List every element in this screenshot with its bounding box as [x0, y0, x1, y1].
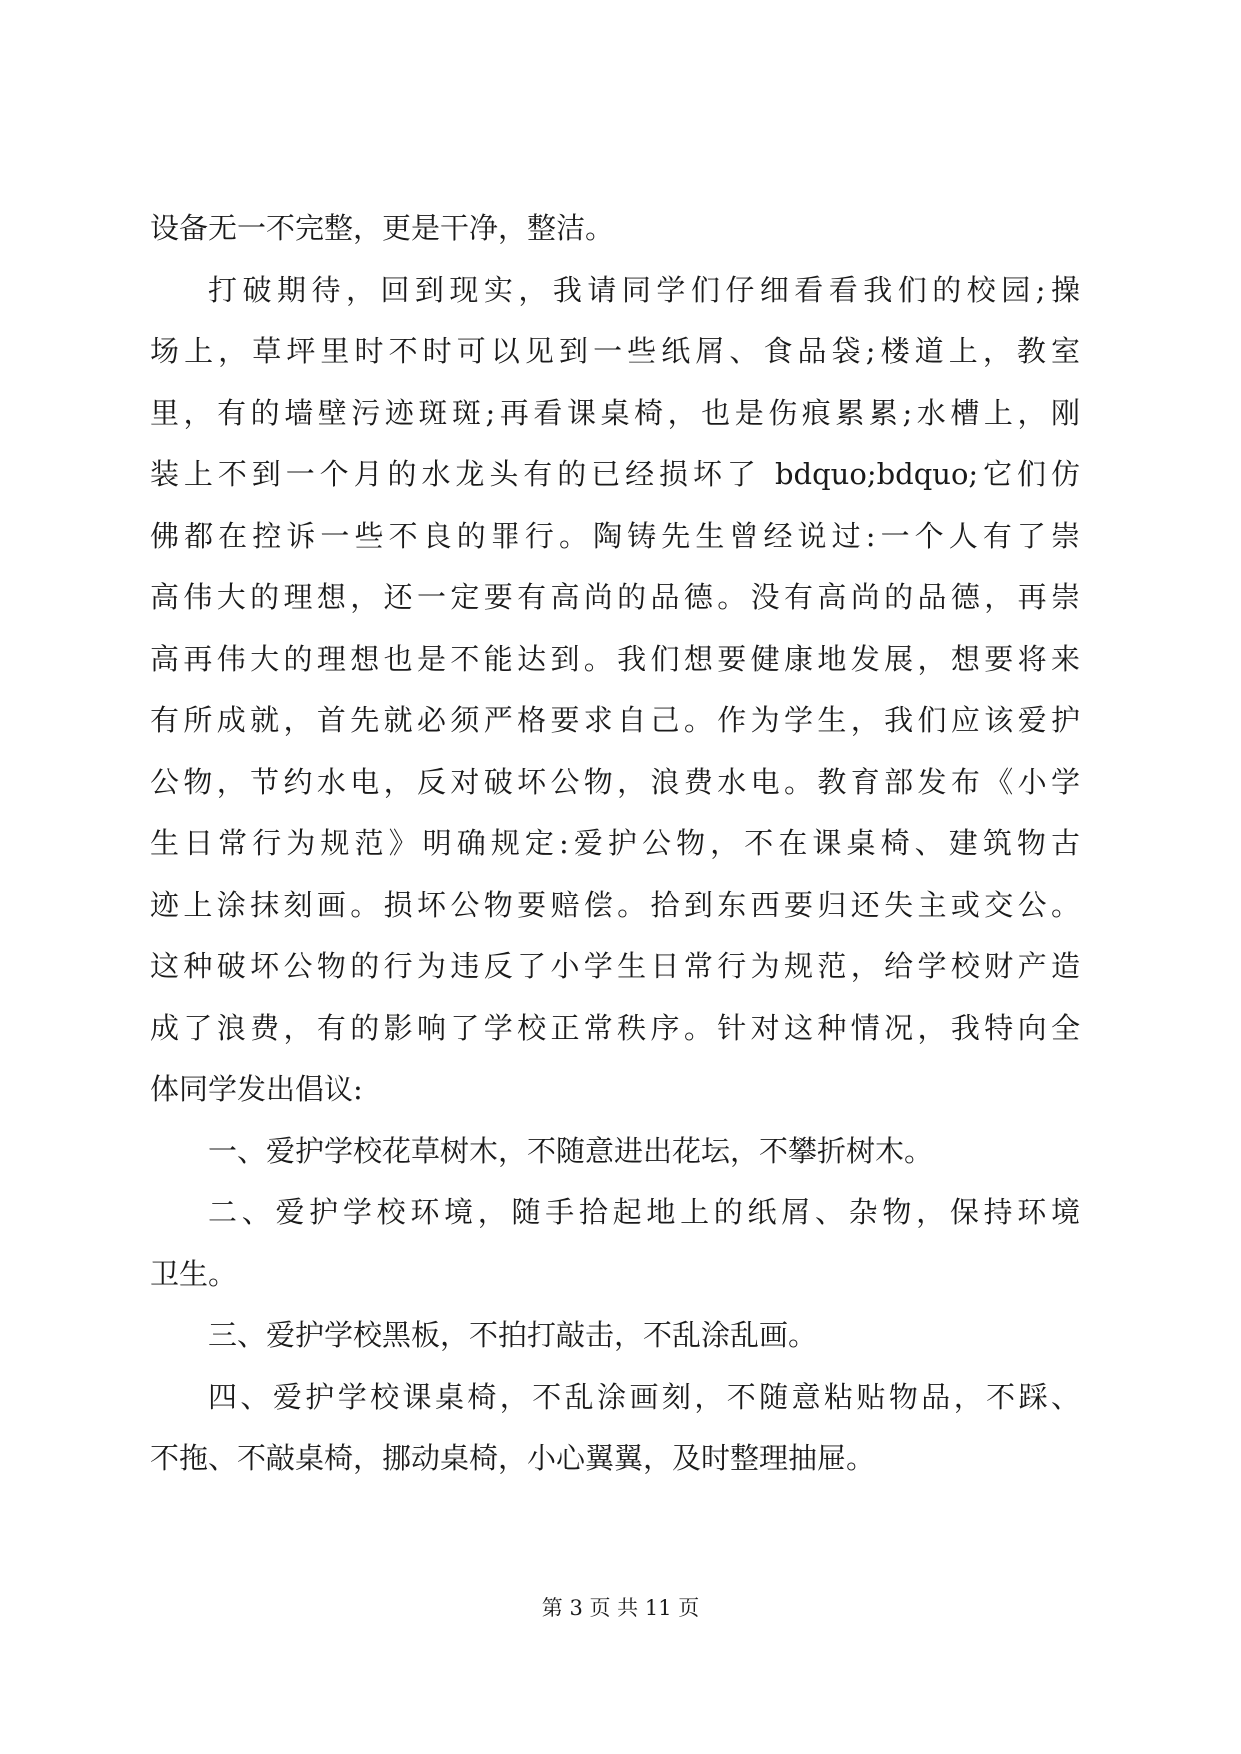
text-line: 公物，节约水电，反对破坏公物，浪费水电。教育部发布《小学 [150, 764, 1080, 799]
text-line: 二、爱护学校环境，随手拾起地上的纸屑、杂物，保持环境 [208, 1195, 1080, 1229]
text-line: 四、爱护学校课桌椅，不乱涂画刻，不随意粘贴物品，不踩、 [208, 1379, 1080, 1414]
text-line: 有所成就，首先就必须严格要求自己。作为学生，我们应该爱护 [150, 703, 1080, 737]
text-line: 迹上涂抹刻画。损坏公物要赔偿。拾到东西要归还失主或交公。 [150, 887, 1080, 922]
text-line: 体同学发出倡议: [150, 1072, 363, 1106]
text-line: 装上不到一个月的水龙头有的已经损坏了 bdquo;bdquo;它们仿 [150, 457, 1080, 491]
text-line: 高再伟大的理想也是不能达到。我们想要健康地发展，想要将来 [150, 641, 1080, 676]
text-line: 不拖、不敲桌椅，挪动桌椅，小心翼翼，及时整理抽屉。 [150, 1441, 876, 1475]
text-line: 这种破坏公物的行为违反了小学生日常行为规范，给学校财产造 [150, 949, 1080, 983]
text-line: 设备无一不完整，更是干净，整洁。 [150, 211, 615, 245]
text-line: 卫生。 [150, 1256, 238, 1291]
text-line: 成了浪费，有的影响了学校正常秩序。针对这种情况，我特向全 [150, 1010, 1080, 1045]
text-line: 里，有的墙壁污迹斑斑;再看课桌椅，也是伤痕累累;水槽上，刚 [150, 395, 1080, 430]
page-footer: 第 3 页 共 11 页 [541, 1596, 700, 1620]
text-line: 场上，草坪里时不时可以见到一些纸屑、食品袋;楼道上，教室 [150, 334, 1080, 368]
text-line: 三、爱护学校黑板，不拍打敲击，不乱涂乱画。 [208, 1318, 818, 1352]
text-line: 打破期待，回到现实，我请同学们仔细看看我们的校园;操 [208, 272, 1080, 307]
text-line: 生日常行为规范》明确规定:爱护公物，不在课桌椅、建筑物古 [150, 826, 1080, 860]
text-line: 佛都在控诉一些不良的罪行。陶铸先生曾经说过:一个人有了崇 [150, 518, 1080, 553]
text-line: 一、爱护学校花草树木，不随意进出花坛，不攀折树木。 [208, 1133, 934, 1168]
text-line: 高伟大的理想，还一定要有高尚的品德。没有高尚的品德，再崇 [150, 580, 1080, 614]
body-text [150, 198, 1080, 1490]
